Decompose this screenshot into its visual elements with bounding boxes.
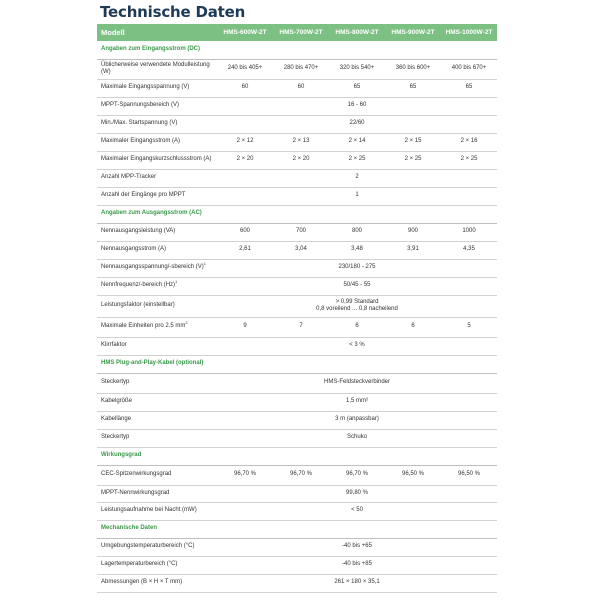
section-header: [97, 447, 497, 465]
spec-row: [97, 277, 497, 295]
model-header: HMS-800W-2T: [329, 24, 385, 41]
spec-label: [97, 574, 217, 592]
spec-label-text: Maximale Einheiten pro 2.5 mm: [101, 323, 186, 330]
spec-row: [97, 574, 497, 592]
spec-value: 50/45 - 55: [217, 277, 497, 295]
spec-label-text: Anzahl MPP-Tracker: [101, 174, 157, 181]
spec-value: 240 bis 405+: [217, 59, 273, 79]
spec-value: 1: [217, 187, 497, 205]
spec-value: -40 bis +85: [217, 556, 497, 574]
model-header: HMS-1000W-2T: [441, 24, 497, 41]
spec-label: [97, 317, 217, 337]
spec-value: 2 × 12: [217, 133, 273, 151]
spec-label-text: Maximaler Eingangsstrom (A): [101, 138, 181, 145]
footnote-marker: 2: [185, 320, 188, 326]
spec-label: [97, 277, 217, 295]
spec-label-text: MPPT-Spannungsbereich (V): [101, 102, 180, 109]
section-title: Wirkungsgrad: [97, 447, 497, 465]
header-row: [97, 24, 497, 41]
spec-row: [97, 502, 497, 520]
spec-value: 280 bis 470+: [273, 59, 329, 79]
spec-label: [97, 59, 217, 79]
model-header: HMS-700W-2T: [273, 24, 329, 41]
spec-label: [97, 556, 217, 574]
spec-label: [97, 429, 217, 447]
spec-value: 7: [273, 317, 329, 337]
section-title: Angaben zum Ausgangsstrom (AC): [97, 205, 497, 223]
spec-row: [97, 151, 497, 169]
spec-value: 2 × 15: [385, 133, 441, 151]
spec-row: [97, 259, 497, 277]
spec-label-text: Steckertyp: [101, 379, 130, 386]
section-title: Mechanische Daten: [97, 520, 497, 538]
spec-label-text: Umgebungstemperaturbereich (°C): [101, 543, 195, 550]
model-header: HMS-600W-2T: [217, 24, 273, 41]
spec-value: 320 bis 540+: [329, 59, 385, 79]
spec-label-text: Leistungsaufnahme bei Nacht (mW): [101, 507, 197, 514]
section-title: HMS Plug-and-Play-Kabel (optional): [97, 355, 497, 373]
spec-row: [97, 337, 497, 355]
spec-value: 60: [273, 79, 329, 97]
spec-label: [97, 538, 217, 556]
spec-table: [97, 24, 497, 593]
spec-row: [97, 115, 497, 133]
spec-label: [97, 97, 217, 115]
spec-row: [97, 411, 497, 429]
section-title: Angaben zum Eingangsstrom (DC): [97, 41, 497, 59]
spec-value: 96,70 %: [217, 465, 273, 485]
spec-label-text: Abmessungen (B × H × T mm): [101, 579, 183, 586]
model-header: HMS-900W-2T: [385, 24, 441, 41]
spec-row: [97, 556, 497, 574]
spec-value: 3 m (anpassbar): [217, 411, 497, 429]
spec-value: 5: [441, 317, 497, 337]
spec-row: [97, 59, 497, 79]
spec-label-text: Leistungsfaktor (einstellbar): [101, 302, 175, 309]
spec-label: [97, 485, 217, 502]
spec-label: [97, 337, 217, 355]
spec-row: [97, 223, 497, 241]
spec-label: [97, 169, 217, 187]
spec-value: 22/60: [217, 115, 497, 133]
spec-value: 2 × 20: [273, 151, 329, 169]
spec-label: [97, 373, 217, 393]
spec-row: [97, 133, 497, 151]
spec-label-text: Maximale Eingangsspannung (V): [101, 84, 190, 91]
spec-label: [97, 259, 217, 277]
section-header: [97, 205, 497, 223]
spec-row: [97, 393, 497, 411]
spec-label-text: Anzahl der Eingänge pro MPPT: [101, 192, 186, 199]
spec-label: [97, 241, 217, 259]
spec-value: 1000: [441, 223, 497, 241]
spec-value: > 0,99 Standard 0,8 voreilend ... 0,8 nacheilend: [217, 295, 497, 317]
spec-label-text: Min./Max. Startspannung (V): [101, 120, 178, 127]
spec-label-text: Maximaler Eingangskurzschlussstrom (A): [101, 156, 212, 163]
spec-label-text: CEC-Spitzenwirkungsgrad: [101, 471, 172, 478]
spec-value: 96,50 %: [441, 465, 497, 485]
spec-row: [97, 295, 497, 317]
spec-value: 2 × 13: [273, 133, 329, 151]
spec-value: 3,91: [385, 241, 441, 259]
spec-value: 65: [441, 79, 497, 97]
spec-value: 3,04: [273, 241, 329, 259]
spec-row: [97, 187, 497, 205]
spec-row: [97, 241, 497, 259]
spec-value: < 3 %: [217, 337, 497, 355]
spec-label: [97, 502, 217, 520]
spec-label-text: Kabellänge: [101, 416, 132, 423]
section-header: [97, 41, 497, 59]
spec-value: 60: [217, 79, 273, 97]
spec-label: [97, 223, 217, 241]
footnote-marker: 1: [203, 261, 206, 267]
spec-value: 600: [217, 223, 273, 241]
spec-label-text: Steckertyp: [101, 434, 130, 441]
spec-label: [97, 187, 217, 205]
spec-value: 9: [217, 317, 273, 337]
spec-label-text: Nennausgangsleistung (VA): [101, 228, 176, 235]
spec-value: 800: [329, 223, 385, 241]
spec-value: 2,61: [217, 241, 273, 259]
spec-value: 6: [385, 317, 441, 337]
spec-value: 96,70 %: [273, 465, 329, 485]
spec-value: 65: [385, 79, 441, 97]
spec-value: 2 × 25: [441, 151, 497, 169]
spec-label-text: Lagertemperaturbereich (°C): [101, 561, 178, 568]
spec-row: [97, 538, 497, 556]
model-header-label: Modell: [97, 24, 217, 41]
spec-label-text: Nennausgangsspannung/-sbereich (V): [101, 264, 204, 271]
section-header: [97, 355, 497, 373]
spec-row: [97, 429, 497, 447]
spec-value: 4,35: [441, 241, 497, 259]
spec-label: [97, 151, 217, 169]
spec-row: [97, 373, 497, 393]
spec-label: [97, 393, 217, 411]
footnote-marker: 1: [175, 279, 178, 285]
spec-row: [97, 79, 497, 97]
spec-row: [97, 169, 497, 187]
spec-value: 261 × 180 × 35,1: [217, 574, 497, 592]
spec-value: 96,70 %: [329, 465, 385, 485]
spec-label: [97, 79, 217, 97]
spec-value: 700: [273, 223, 329, 241]
spec-value: 3,48: [329, 241, 385, 259]
page-title: Technische Daten: [100, 3, 246, 21]
spec-value: Schuko: [217, 429, 497, 447]
spec-value: 6: [329, 317, 385, 337]
spec-label: [97, 411, 217, 429]
spec-label-text: Klirrfaktor: [101, 342, 127, 349]
spec-value: 360 bis 600+: [385, 59, 441, 79]
spec-value: 2: [217, 169, 497, 187]
spec-label-text: Nennfrequenz/-bereich (Hz): [101, 282, 176, 289]
spec-label: [97, 115, 217, 133]
spec-label: [97, 465, 217, 485]
spec-value: HMS-Feldsteckverbinder: [217, 373, 497, 393]
spec-value: 99,80 %: [217, 485, 497, 502]
spec-label-text: MPPT-Nennwirkungsgrad: [101, 489, 170, 496]
spec-value: 2 × 16: [441, 133, 497, 151]
spec-label-text: Kabelgröße: [101, 398, 133, 405]
spec-label: [97, 133, 217, 151]
spec-value: 2 × 25: [385, 151, 441, 169]
spec-value: 230/180 - 275: [217, 259, 497, 277]
spec-table-body: [97, 41, 497, 592]
spec-value: 400 bis 670+: [441, 59, 497, 79]
spec-row: [97, 317, 497, 337]
spec-value: 16 - 60: [217, 97, 497, 115]
spec-value: < 50: [217, 502, 497, 520]
spec-label-text: Nennausgangsstrom (A): [101, 246, 167, 253]
section-header: [97, 520, 497, 538]
spec-label: [97, 295, 217, 317]
spec-value: 2 × 20: [217, 151, 273, 169]
spec-value: 2 × 14: [329, 133, 385, 151]
spec-row: [97, 465, 497, 485]
spec-value: 96,50 %: [385, 465, 441, 485]
spec-row: [97, 97, 497, 115]
spec-value: 1,5 mm²: [217, 393, 497, 411]
spec-row: [97, 485, 497, 502]
spec-value: -40 bis +65: [217, 538, 497, 556]
spec-value: 2 × 25: [329, 151, 385, 169]
spec-label-text: Üblicherweise verwendete Modulleistung (W): [101, 61, 210, 75]
spec-value: 900: [385, 223, 441, 241]
spec-value: 65: [329, 79, 385, 97]
